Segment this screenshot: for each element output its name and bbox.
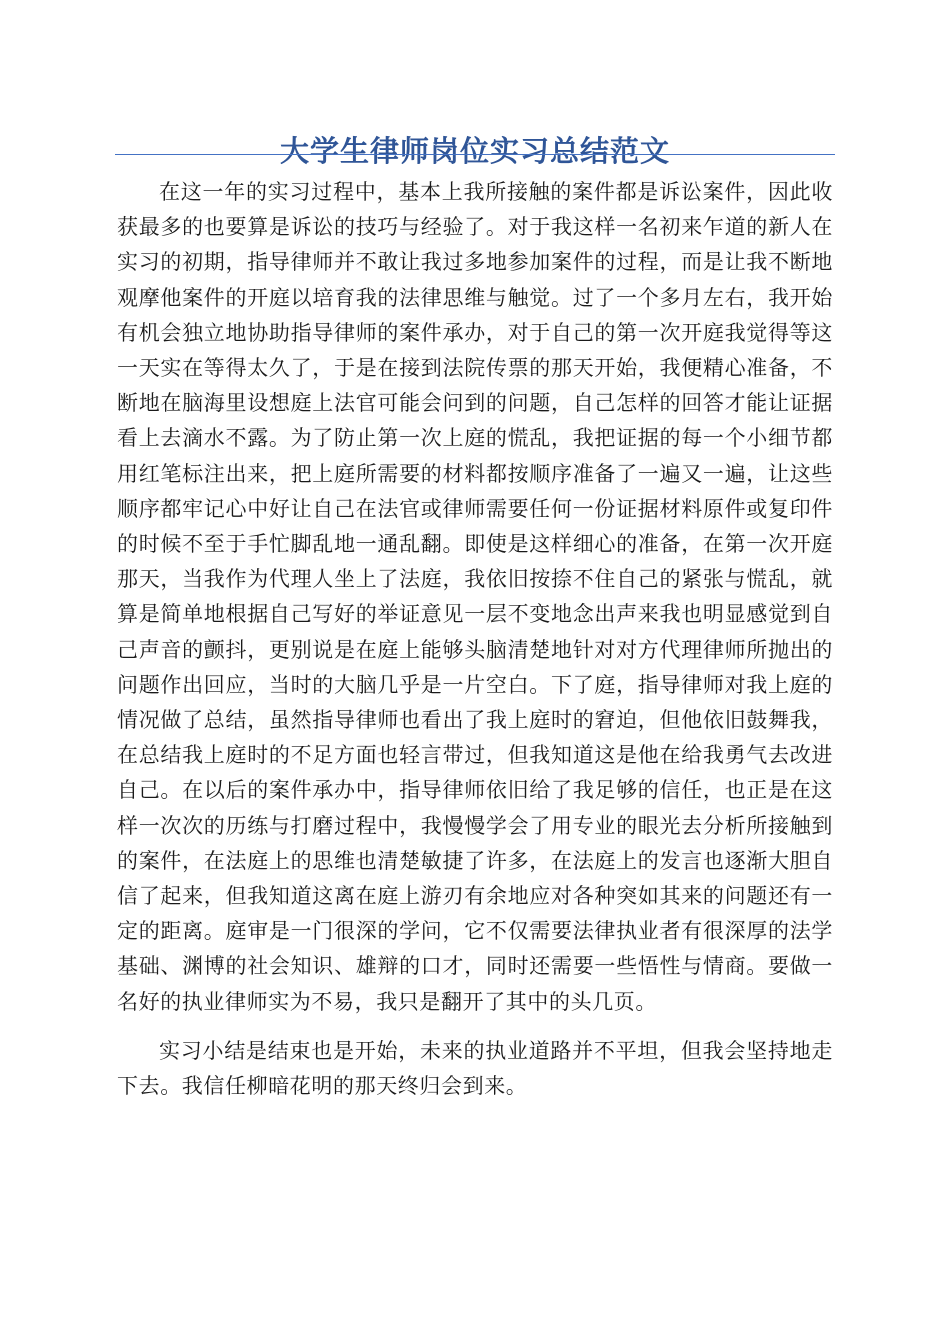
title-underline [115, 154, 835, 155]
page-title: 大学生律师岗位实习总结范文 [279, 134, 670, 169]
document-body [117, 175, 833, 1104]
paragraph-2: 实习小结是结束也是开始，未来的执业道路并不平坦，但我会坚持地走下去。我信任柳暗花明的那天终归会到来。 [117, 1038, 833, 1099]
paragraph-1: 在这一年的实习过程中，基本上我所接触的案件都是诉讼案件，因此收获最多的也要算是诉讼的技巧与经验了。对于我这样一名初来乍道的新人在实习的初期，指导律师并不敢让我过多地参加案件的过程，而是让我不断地观摩他案件的开庭以培育我的法律思维与触觉。过了一个多月左右，我开始有机会独立地协助指导律师的案件承办，对于自己的第一次开庭我觉得等这一天实在等得太久了，于是在接到法院传票的那天开始，我便精心准备，不断地在脑海里设想庭上法官可能会问到的问题，自己怎样的回答才能让证据看上去滴水不露。为了防止第一次上庭的慌乱，我把证据的每一个小细节都用红笔标注出来，把上庭所需要的材料都按顺序准备了一遍又一遍，让这些顺序都牢记心中好让自己在法官或律师需要任何一份证据材料原件或复印件的时候不至于手忙脚乱地一通乱翻。即使是这样细心的准备，在第一次开庭那天，当我作为代理人坐上了法庭，我依旧按捺不住自己的紧张与慌乱，就算是简单地根据自己写好的举证意见一层不变地念出声来我也明显感觉到自己声音的颤抖，更别说是在庭上能够头脑清楚地针对对方代理律师所抛出的问题作出回应，当时的大脑几乎是一片空白。下了庭，指导律师对我上庭的情况做了总结，虽然指导律师也看出了我上庭时的窘迫，但他依旧鼓舞我，在总结我上庭时的不足方面也轻言带过，但我知道这是他在给我勇气去改进自己。在以后的案件承办中，指导律师依旧给了我足够的信任，也正是在这样一次次的历练与打磨过程中，我慢慢学会了用专业的眼光去分析所接触到的案件，在法庭上的思维也清楚敏捷了许多，在法庭上的发言也逐渐大胆自信了起来，但我知道这离在庭上游刃有余地应对各种突如其来的问题还有一定的距离。庭审是一门很深的学问，它不仅需要法律执业者有很深厚的法学基础、渊博的社会知识、雄辩的口才，同时还需要一些悟性与情商。要做一名好的执业律师实为不易，我只是翻开了其中的头几页。 [117, 180, 833, 1014]
